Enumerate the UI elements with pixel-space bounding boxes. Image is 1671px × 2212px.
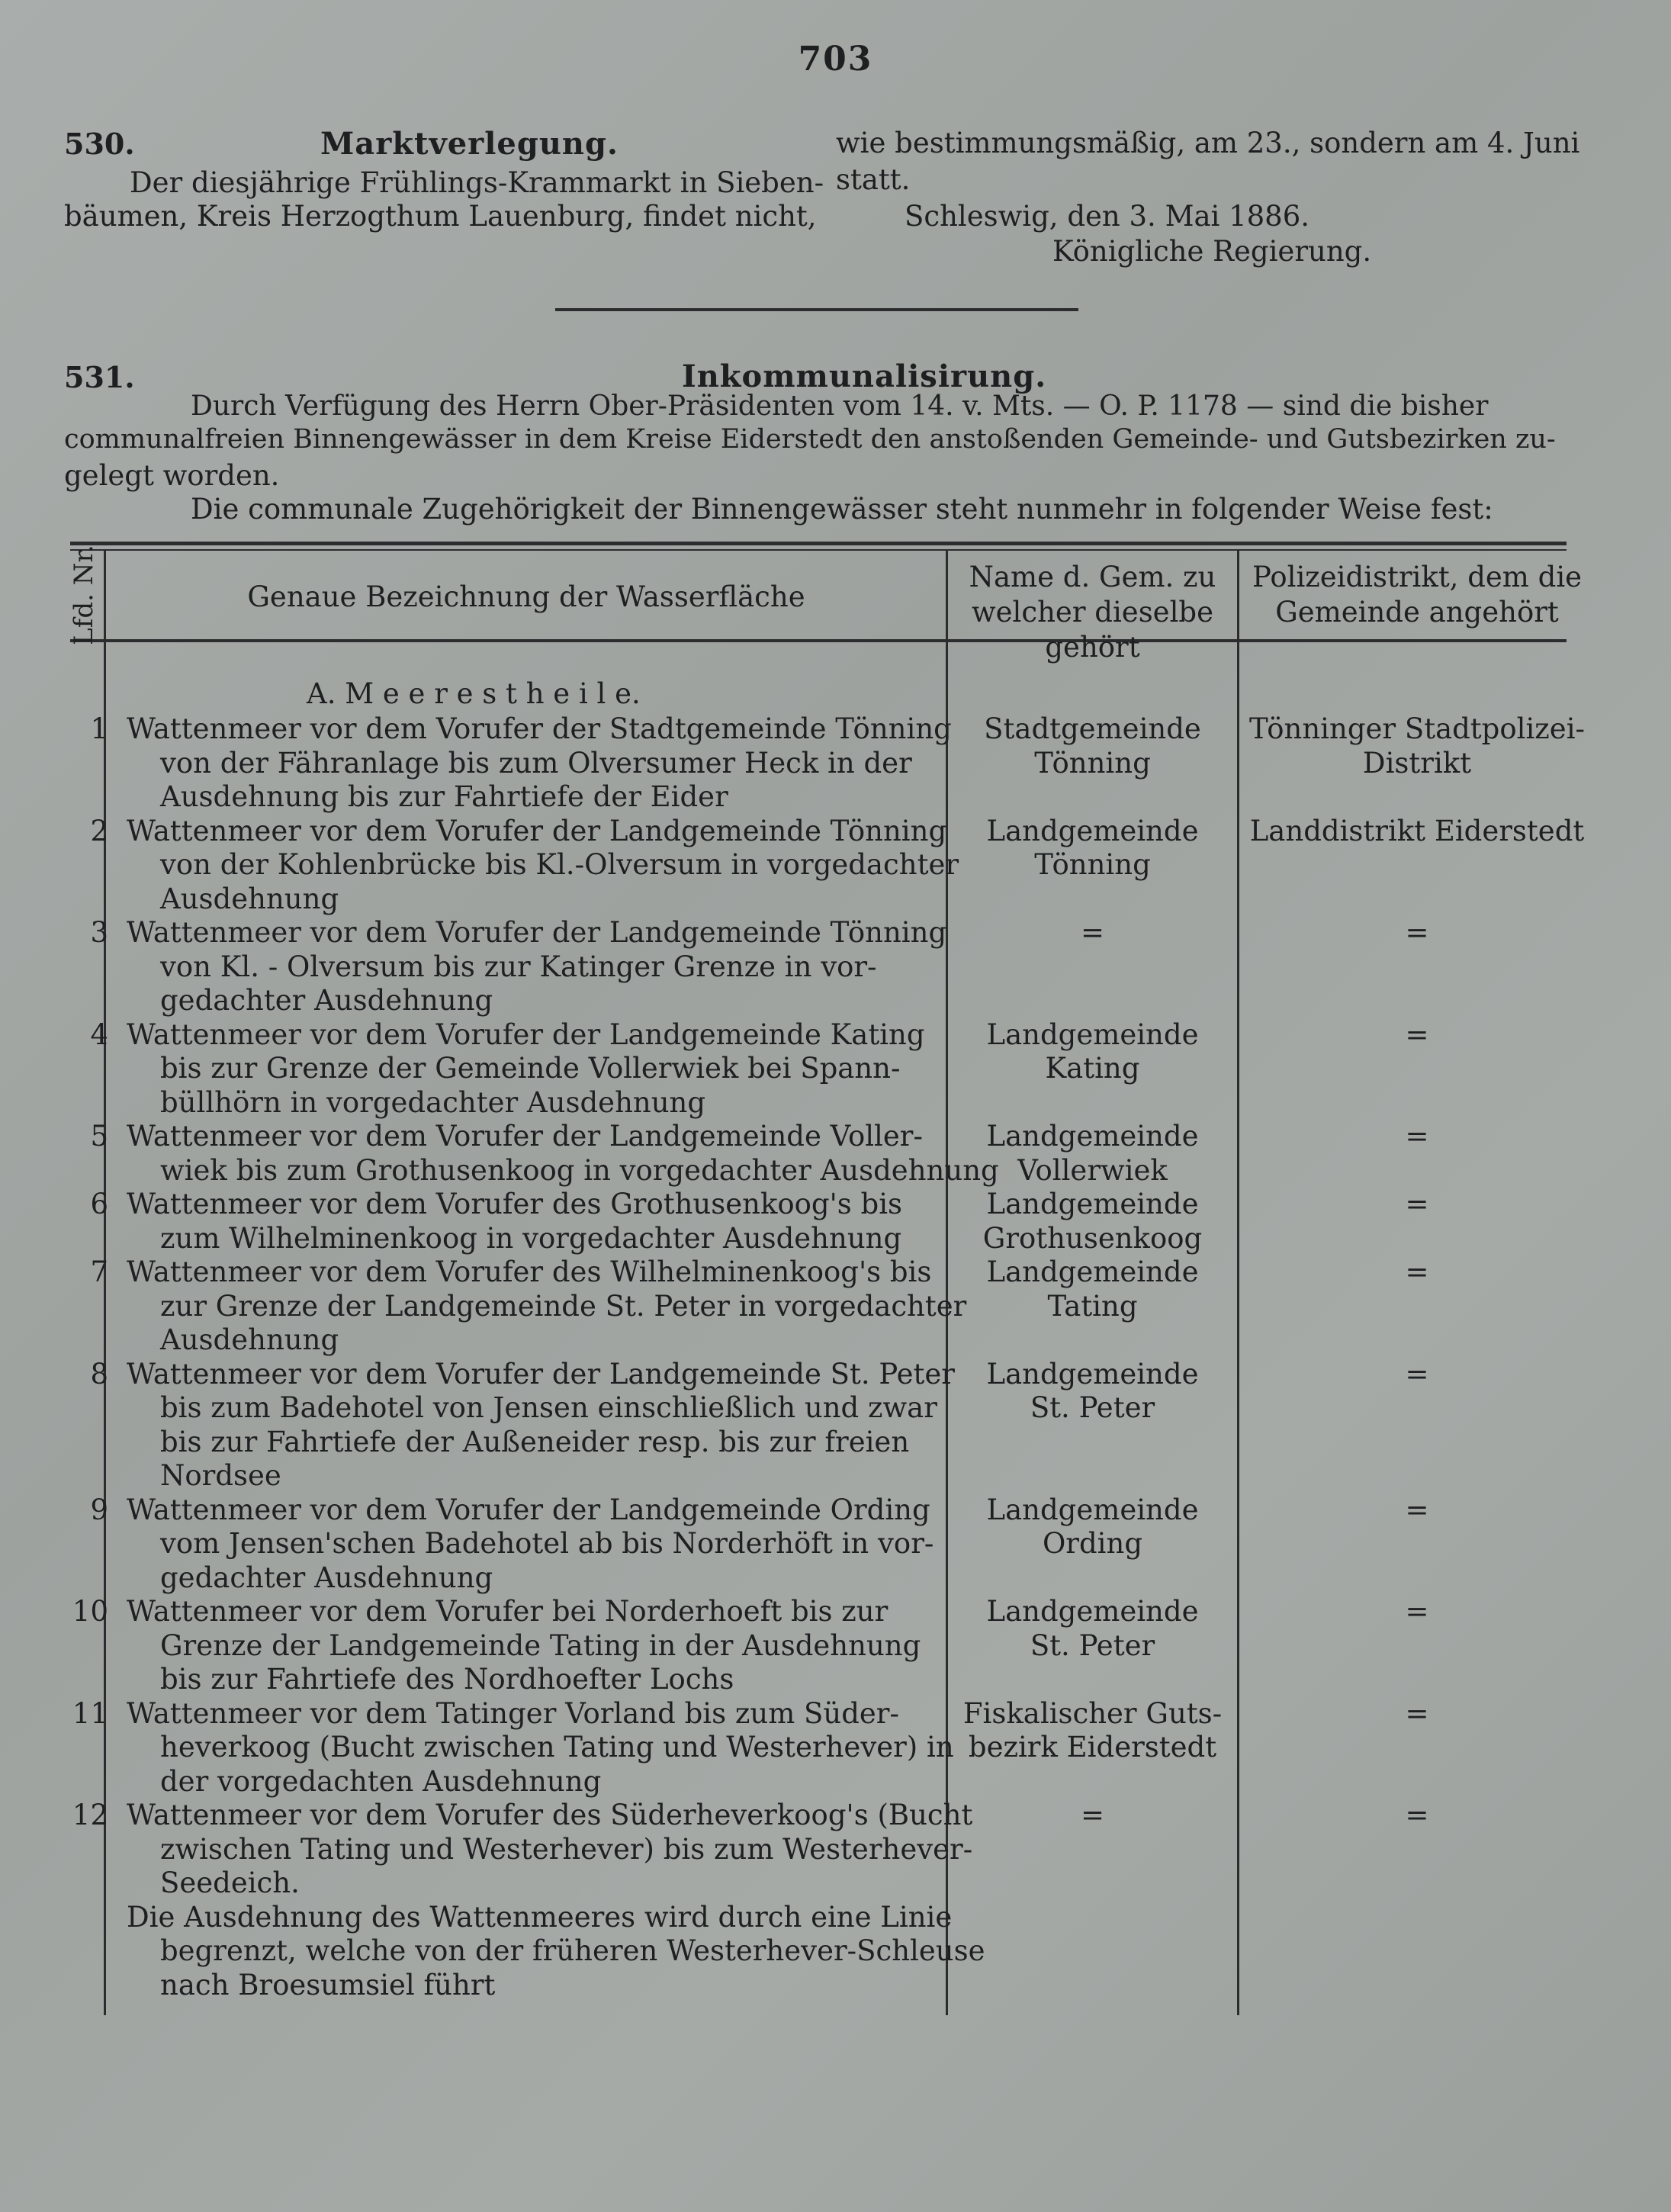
col-header-police-line: Polizeidistrikt, dem die (1252, 561, 1583, 593)
row-description-line: Wattenmeer vor dem Vorufer des Süderheverkoog's (Bucht (127, 1799, 973, 1831)
row-description-line: Grenze der Landgemeinde Tating in der Ausdehnung (160, 1628, 921, 1662)
row-description-line: bis zur Fahrtiefe der Außeneider resp. bis zur freien (160, 1425, 910, 1458)
row-community: St. Peter (1030, 1628, 1155, 1662)
row-description-line: Wattenmeer vor dem Vorufer der Landgemeinde Kating (127, 1018, 925, 1051)
row-description-line: gedachter Ausdehnung (160, 1561, 493, 1594)
row-number: 7 (90, 1256, 108, 1288)
row-description-line: Wattenmeer vor dem Vorufer bei Norderhoeft bis zur (127, 1595, 889, 1628)
row-description-line: Seedeich. (160, 1866, 300, 1899)
table-top-rule (70, 542, 1567, 545)
section-530-title: Marktverlegung. (320, 126, 619, 162)
row-community: Grothusenkoog (982, 1221, 1203, 1255)
row-number: 8 (90, 1357, 108, 1391)
row-description-line: Wattenmeer vor dem Vorufer der Landgemeinde Tönning (127, 814, 947, 847)
row-description-line: Wattenmeer vor dem Tatinger Vorland bis zum Süder- (127, 1696, 899, 1730)
row-police-district: Tönninger Stadtpolizei- (1248, 712, 1586, 745)
col-header-community (948, 560, 1237, 665)
row-description-line: Ausdehnung bis zur Fahrtiefe der Eider (160, 780, 728, 813)
row-description-line: vom Jensen'schen Badehotel ab bis Norderhöft in vor- (160, 1527, 934, 1560)
row-number: 1 (90, 712, 108, 745)
row-description-line: von der Kohlenbrücke bis Kl.-Olversum in vorgedachter (160, 848, 959, 881)
row-police-district: Landdistrikt Eiderstedt (1249, 814, 1585, 847)
row-police-district: = (1405, 1696, 1429, 1730)
row-community: Landgemeinde (986, 1357, 1199, 1391)
row-community: Vollerwiek (1017, 1153, 1168, 1187)
row-number: 12 (72, 1799, 108, 1831)
row-description-line: gedachter Ausdehnung (160, 984, 493, 1017)
row-police-district: = (1405, 916, 1429, 949)
row-description-line: Ausdehnung (160, 882, 339, 915)
row-police-district: = (1405, 1256, 1429, 1288)
row-description-line: Nordsee (160, 1459, 281, 1492)
row-police-district: Distrikt (1362, 746, 1472, 780)
col-header-police-line: Gemeinde angehört (1275, 596, 1559, 629)
row-police-district: = (1405, 1595, 1429, 1628)
row-community: = (1080, 1799, 1104, 1831)
row-description-line: wiek bis zum Grothusenkoog in vorgedachter Ausdehnung (160, 1153, 999, 1187)
row-description-line: zwischen Tating und Westerhever) bis zum Westerhever- (160, 1832, 973, 1866)
row-community: Landgemeinde (986, 814, 1199, 847)
row-community: Landgemeinde (986, 1120, 1199, 1153)
row-description-line: von der Fähranlage bis zum Olversumer Heck in der (160, 746, 912, 780)
row-description-line: von Kl. - Olversum bis zur Katinger Grenze in vor- (160, 950, 877, 983)
section-531-title: Inkommunalisirung. (682, 358, 1047, 394)
row-number: 11 (72, 1696, 108, 1730)
section-530-text-line: bäumen, Kreis Herzogthum Lauenburg, findet nicht, (64, 200, 817, 233)
row-description-line: Wattenmeer vor dem Vorufer der Landgemeinde Tönning (127, 916, 947, 949)
row-number: 2 (90, 814, 108, 847)
row-community: St. Peter (1030, 1391, 1155, 1424)
row-community: Landgemeinde (986, 1188, 1199, 1220)
row-description-line: bis zur Fahrtiefe des Nordhoefter Lochs (160, 1663, 734, 1696)
col-header-police-district (1239, 560, 1595, 630)
section-531-text-line: Die communale Zugehörigkeit der Binnengewässer steht nunmehr in folgender Weise fest: (191, 493, 1493, 526)
row-number: 3 (90, 916, 108, 949)
row-police-district: = (1405, 1493, 1429, 1526)
col-header-number: Lfd. Nr. (69, 545, 99, 645)
row-description-line: Wattenmeer vor dem Vorufer der Landgemeinde St. Peter (127, 1357, 955, 1391)
col-header-community-line: welcher dieselbe gehört (971, 596, 1213, 664)
row-community: Tönning (1034, 848, 1151, 881)
row-community: Landgemeinde (986, 1595, 1199, 1628)
row-police-district: = (1405, 1120, 1429, 1153)
row-community: Ording (1042, 1527, 1143, 1560)
row-community: bezirk Eiderstedt (968, 1731, 1217, 1763)
section-530-text-line: statt. (836, 163, 911, 196)
row-community: Kating (1045, 1052, 1140, 1085)
section-530-number: 530. (64, 127, 135, 161)
section-divider (555, 308, 1078, 311)
row-description-line: heverkoog (Bucht zwischen Tating und Westerhever) in (160, 1731, 954, 1763)
row-police-district: = (1405, 1018, 1429, 1051)
row-number: 5 (90, 1120, 108, 1153)
row-number: 10 (72, 1595, 108, 1628)
row-description-line: zum Wilhelminenkoog in vorgedachter Ausdehnung (160, 1221, 902, 1255)
row-description-line: büllhörn in vorgedachter Ausdehnung (160, 1085, 706, 1119)
section-530-text-line: wie bestimmungsmäßig, am 23., sondern am 4. Juni (836, 127, 1580, 159)
row-community: Landgemeinde (986, 1018, 1199, 1051)
row-police-district: = (1405, 1357, 1429, 1391)
row-community: = (1080, 916, 1104, 949)
table-top-rule-thin (70, 549, 1567, 551)
row-number: 4 (90, 1018, 108, 1051)
row-description-line: der vorgedachten Ausdehnung (160, 1764, 602, 1798)
section-531-number: 531. (64, 360, 135, 394)
row-description-line: bis zur Grenze der Gemeinde Vollerwiek bei Spann- (160, 1052, 901, 1085)
page-number: 703 (798, 40, 873, 79)
section-530-place-date: Schleswig, den 3. Mai 1886. (905, 200, 1310, 233)
section-530-text-line: Der diesjährige Frühlings-Krammarkt in Sieben- (130, 166, 824, 199)
row-number: 6 (90, 1188, 108, 1220)
col-header-community-line: Name d. Gem. zu (969, 561, 1216, 593)
row-description-line: Wattenmeer vor dem Vorufer des Grothusenkoog's bis (127, 1188, 903, 1220)
row-community: Stadtgemeinde (984, 712, 1201, 745)
section-530-signature: Königliche Regierung. (1052, 235, 1372, 268)
row-description-line: Ausdehnung (160, 1323, 339, 1356)
row-number: 9 (90, 1493, 108, 1526)
section-531-text-line: communalfreien Binnengewässer in dem Kreise Eiderstedt den anstoßenden Gemeinde- und Gutsbezirken zu- (64, 424, 1556, 455)
row-police-district: = (1405, 1799, 1429, 1831)
row-description-line: bis zum Badehotel von Jensen einschließlich und zwar (160, 1391, 937, 1424)
col-header-description: Genaue Bezeichnung der Wasserfläche (247, 580, 805, 613)
row-description-line: Wattenmeer vor dem Vorufer der Stadtgemeinde Tönning (127, 712, 952, 745)
row-description-line: begrenzt, welche von der früheren Westerhever-Schleuse (160, 1934, 985, 1967)
table-header-rule (70, 639, 1567, 642)
row-description-line: Wattenmeer vor dem Vorufer der Landgemeinde Ording (127, 1493, 930, 1526)
row-description-line: Wattenmeer vor dem Vorufer des Wilhelminenkoog's bis (127, 1256, 932, 1288)
row-community: Landgemeinde (986, 1493, 1199, 1526)
row-community: Tönning (1034, 746, 1151, 780)
row-community: Tating (1047, 1289, 1138, 1323)
row-description-line: zur Grenze der Landgemeinde St. Peter in vorgedachter (160, 1289, 967, 1323)
table-section-heading: A. M e e r e s t h e i l e. (307, 677, 641, 710)
section-531-text-line: Durch Verfügung des Herrn Ober-Präsidenten vom 14. v. Mts. — O. P. 1178 — sind die bisher (191, 391, 1489, 422)
row-police-district: = (1405, 1188, 1429, 1220)
row-description-line: nach Broesumsiel führt (160, 1968, 496, 2001)
row-description-line: Wattenmeer vor dem Vorufer der Landgemeinde Voller- (127, 1120, 923, 1153)
row-community: Fiskalischer Guts- (962, 1696, 1223, 1730)
section-531-text-line: gelegt worden. (64, 459, 280, 492)
row-community: Landgemeinde (986, 1256, 1199, 1288)
row-description-line: Die Ausdehnung des Wattenmeeres wird durch eine Linie (127, 1900, 953, 1934)
